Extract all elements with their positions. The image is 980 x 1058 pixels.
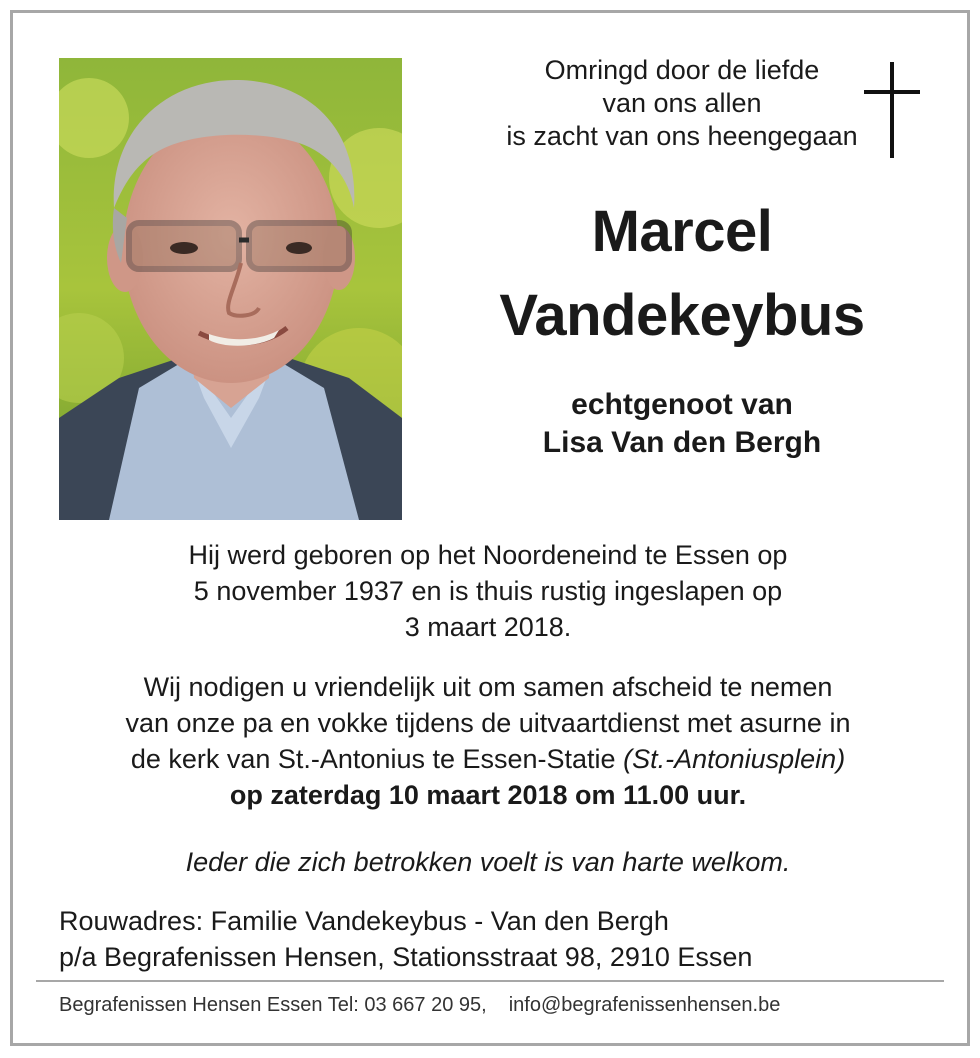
invitation-line-3: [30, 741, 946, 777]
birth-text: [30, 537, 946, 645]
deceased-first-name: Marcel: [591, 199, 773, 264]
spouse-block: [412, 386, 952, 462]
footer-divider: [36, 980, 944, 982]
deceased-name: [412, 190, 952, 358]
invitation-date-time: op zaterdag 10 maart 2018 om 11.00 uur.: [229, 780, 747, 810]
invitation-location: (St.-Antoniusplein): [623, 744, 846, 774]
portrait-photo: [59, 58, 402, 520]
footer-email[interactable]: info@begrafenissenhensen.be: [508, 994, 781, 1016]
spouse-relation: echtgenoot van: [571, 388, 793, 421]
invitation-line-1: Wij nodigen u vriendelijk uit om samen afscheid te nemen: [143, 672, 833, 702]
birth-line-1: Hij werd geboren op het Noordeneind te Essen op: [188, 540, 788, 570]
invitation-line-2: van onze pa en vokke tijdens de uitvaartdienst met asurne in: [125, 708, 851, 738]
address-line-1: Rouwadres: Familie Vandekeybus - Van den Bergh: [59, 906, 669, 936]
address-line-2: p/a Begrafenissen Hensen, Stationsstraat 98, 2910 Essen: [59, 942, 753, 972]
birth-line-3: 3 maart 2018.: [404, 612, 572, 642]
intro-line-3: is zacht van ons heengegaan: [506, 121, 858, 151]
footer-company: Begrafenissen Hensen Essen Tel: 03 667 20 95,: [59, 994, 487, 1016]
mourning-address: [59, 903, 939, 975]
cross-icon: [864, 62, 920, 158]
invitation-text: [30, 669, 946, 813]
intro-line-2: van ons allen: [602, 88, 762, 118]
welcome-text: Ieder die zich betrokken voelt is van harte welkom.: [185, 847, 791, 877]
birth-line-2: 5 november 1937 en is thuis rustig ingeslapen op: [193, 576, 783, 606]
spouse-name: Lisa Van den Bergh: [542, 426, 822, 459]
invitation-church: de kerk van St.-Antonius te Essen-Statie: [130, 744, 616, 774]
deceased-last-name: Vandekeybus: [499, 283, 865, 348]
intro-line-1: Omringd door de liefde: [544, 55, 820, 85]
footer: [59, 990, 939, 1020]
